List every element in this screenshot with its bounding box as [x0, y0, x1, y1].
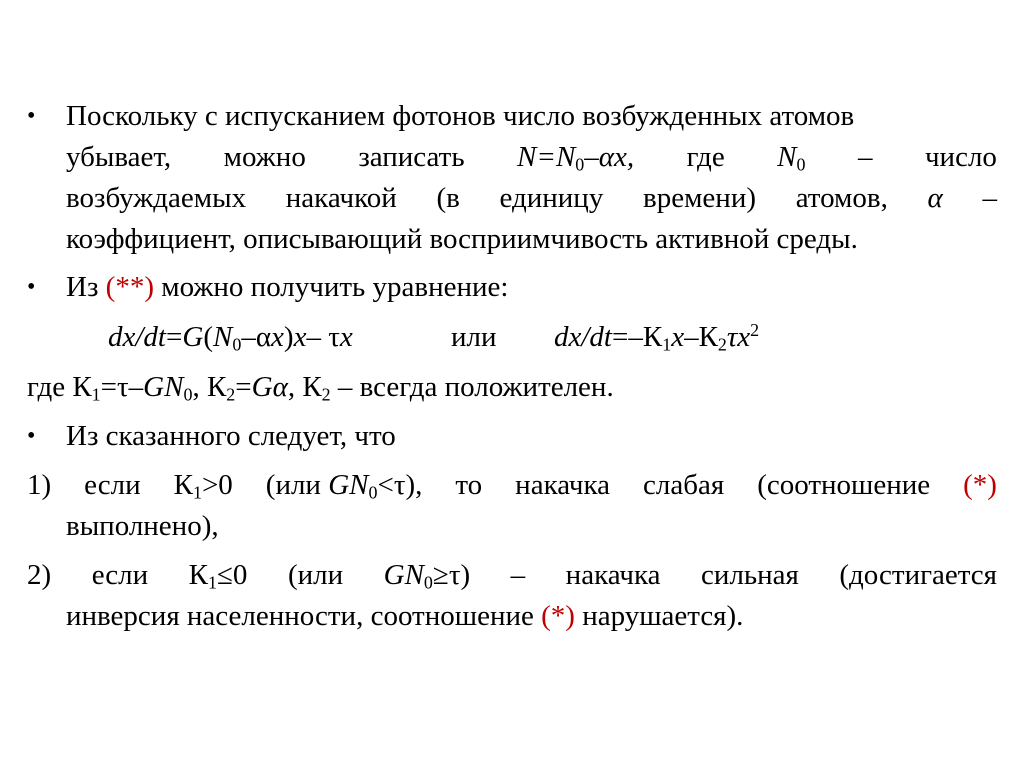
word: если [84, 469, 141, 501]
p1-line4: коэффициент, описывающий восприимчивость активной среды. [66, 223, 858, 255]
word: накачка [565, 559, 661, 591]
reference-star: (*) [541, 600, 575, 632]
word: можно [223, 141, 306, 173]
p3-line: Из сказанного следует, что [66, 420, 396, 452]
symbol-n0: $N_0$ [777, 141, 806, 175]
symbol-alpha: α [927, 182, 943, 214]
word: единицу [499, 182, 604, 214]
item-number: 1) [27, 469, 52, 501]
word: – [510, 559, 526, 591]
word: число [924, 141, 997, 173]
equation-left: $dx/dt=G(N_0-\alpha x)x-$ τx [108, 321, 353, 355]
word: – [857, 141, 873, 173]
item2-line2: инверсия населенности, соотношение (*) нарушается). [66, 600, 744, 632]
word: – [982, 182, 997, 214]
p1-line3 [66, 178, 997, 219]
gn0-condition: (или $GN_0<\tau$), [265, 469, 423, 503]
item1-line2: выполнено), [66, 510, 219, 542]
p2-line: Из (**) можно получить уравнение: [66, 271, 509, 303]
gn0-condition: $GN_0\ge\tau$) [383, 559, 471, 593]
word: возбуждаемых [66, 182, 247, 214]
word: то [455, 469, 483, 501]
equation-right: $dx/dt=-К_1x-К_2\tau x^2$ [554, 320, 760, 355]
p1-line2 [66, 137, 997, 178]
item-number: 2) [27, 559, 52, 591]
word: сильная [701, 559, 799, 591]
word: (достигается [839, 559, 997, 591]
equation-or: или [451, 321, 497, 353]
word: если [91, 559, 149, 591]
word: накачкой [285, 182, 397, 214]
where-line: где $К_1=\tau-GN_0$, $К_2=G\alpha$, $К_2$ – всегда положителен. [27, 371, 614, 405]
item1-line1 [27, 465, 997, 506]
word: атомов, [795, 182, 888, 214]
bullet-3: • [27, 423, 36, 449]
bullet-2: • [27, 274, 36, 300]
word: времени) [643, 182, 756, 214]
k1-condition: $К_1\le 0$ [188, 559, 248, 593]
reference-star: (*) [963, 469, 997, 501]
word: (или [287, 559, 344, 591]
reference-double-star: (**) [105, 271, 154, 303]
word: где [686, 141, 725, 173]
word: слабая [643, 469, 725, 501]
p1-line1: Поскольку с испусканием фотонов число возбужденных атомов [66, 100, 855, 132]
k1-condition: $К_1>0$ [173, 469, 233, 503]
word: (в [436, 182, 460, 214]
word: (соотношение [757, 469, 931, 501]
formula-n: $N=N_0-\alpha x$, [517, 141, 635, 175]
word: записать [358, 141, 465, 173]
word: убывает, [66, 141, 172, 173]
bullet-1: • [27, 103, 36, 129]
item2-line1 [27, 555, 997, 596]
word: накачка [515, 469, 611, 501]
